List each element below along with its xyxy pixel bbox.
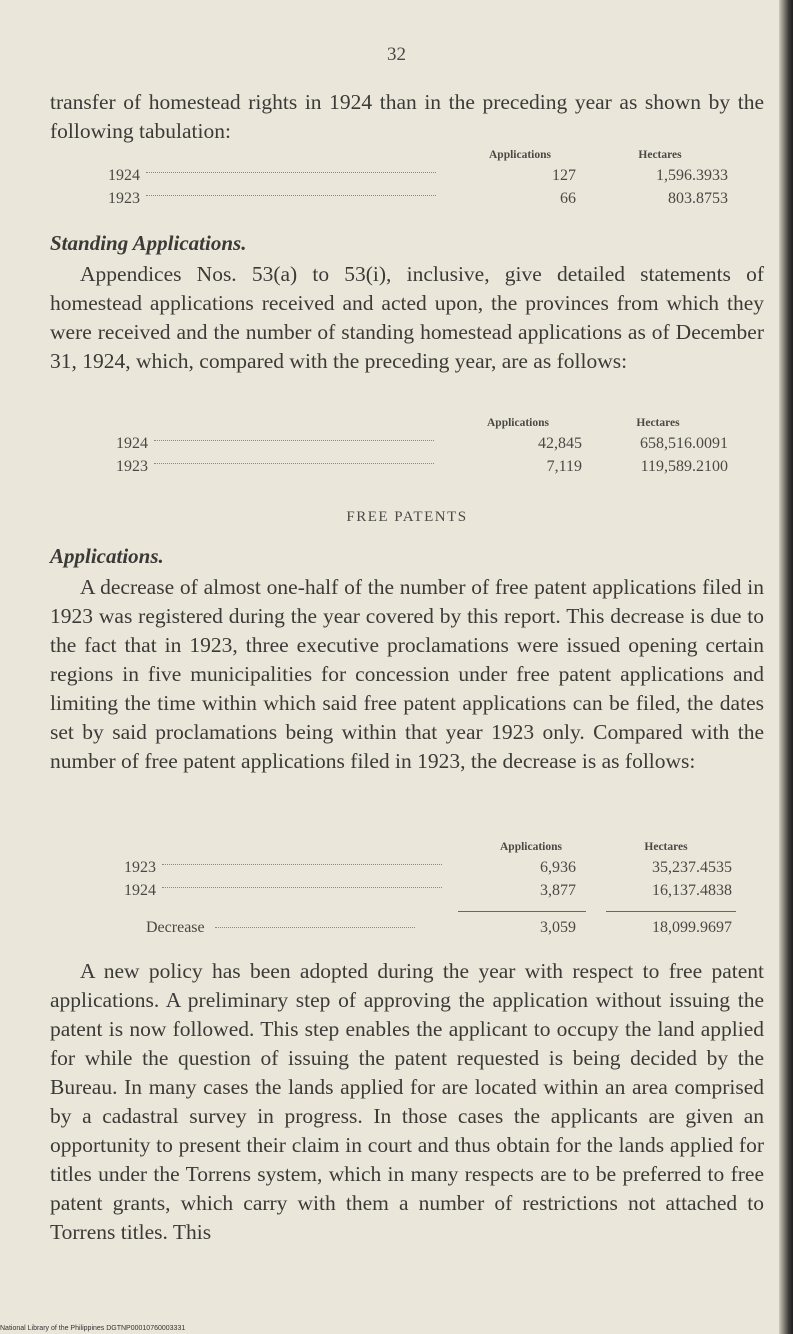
row-hectares: 35,237.4535 [652, 859, 732, 876]
standing-applications-section [50, 229, 764, 376]
book-spine-shadow [779, 0, 793, 1334]
column-header-applications: Applications [487, 417, 549, 429]
row-hectares: 119,589.2100 [640, 458, 728, 475]
table-row [116, 432, 728, 455]
table-row [108, 187, 730, 210]
row-year: 1924 [116, 435, 148, 452]
row-year: 1923 [116, 458, 148, 475]
total-applications: 3,059 [540, 919, 576, 936]
row-applications: 3,877 [540, 882, 576, 899]
table-row [116, 455, 728, 478]
column-header-hectares: Hectares [644, 841, 688, 853]
free-patents-title: FREE PATENTS [346, 509, 468, 525]
column-header-applications: Applications [500, 841, 562, 853]
row-applications: 66 [560, 190, 576, 207]
row-year: 1923 [124, 859, 156, 876]
row-applications: 127 [552, 167, 576, 184]
total-label: Decrease [146, 919, 205, 936]
column-header-hectares: Hectares [638, 149, 682, 161]
row-hectares: 658,516.0091 [640, 435, 728, 452]
policy-block [50, 957, 764, 1247]
row-hectares: 1,596.3933 [656, 167, 728, 184]
row-year: 1924 [124, 882, 156, 899]
total-hectares: 18,099.9697 [652, 919, 732, 936]
standing-applications-paragraph: Appendices Nos. 53(a) to 53(i), inclusive, give detailed statements of homestead applications received and acted upon, the provinces from which they were received and the number of standing homestead applications as of December 31, 1924, which, compared with the preceding year, are as follows: [50, 262, 764, 373]
free-patents-applications-heading: Applications. [50, 544, 164, 568]
free-patents-paragraph: A decrease of almost one-half of the number of free patent applications filed in 1923 was registered during the year covered by this report. This decrease is due to the fact that in 1923, three executive proclamations were issued opening certain regions in five municipalities for concession under free patent applications and limiting the time within which said free patent applications can be filed, the dates set by said proclamations being within that year 1923 only. Compared with the number of free patent applications filed in 1923, the decrease is as follows: [50, 575, 764, 773]
row-applications: 7,119 [546, 458, 582, 475]
table-row [124, 879, 736, 902]
table-row [108, 164, 730, 187]
policy-paragraph: A new policy has been adopted during the year with respect to free patent applications. A preliminary step of approving the application without issuing the patent is now followed. This step enables the applicant to occupy the land applied for while the question of issuing the patent requested is being decided by the Bureau. In many cases the lands applied for are located within an area comprised by a cadastral survey in progress. In those cases the applicants are given an opportunity to present their claim in court and thus obtain for the lands applied for titles under the Torrens system, which in many respects are to be preferred to free patent grants, which carry with them a number of restrictions not attached to Torrens titles. This [50, 959, 764, 1244]
row-applications: 6,936 [540, 859, 576, 876]
row-year: 1924 [108, 167, 140, 184]
row-hectares: 803.8753 [668, 190, 728, 207]
page-number: 32 [387, 44, 406, 65]
row-hectares: 16,137.4838 [652, 882, 732, 899]
free-patents-section [50, 503, 764, 776]
scan-footer: National Library of the Philippines DGTNP00010760003331 [0, 1325, 186, 1332]
table-total-row [124, 912, 736, 939]
intro-block [50, 88, 764, 146]
homestead-transfer-table [108, 146, 730, 210]
standing-applications-table [116, 414, 728, 478]
row-applications: 42,845 [538, 435, 582, 452]
table-row [124, 856, 736, 879]
column-header-hectares: Hectares [636, 417, 680, 429]
free-patent-decrease-table [124, 838, 736, 939]
row-year: 1923 [108, 190, 140, 207]
column-header-applications: Applications [489, 149, 551, 161]
intro-paragraph: transfer of homestead rights in 1924 than in the preceding year as shown by the following tabulation: [50, 90, 764, 143]
standing-applications-heading: Standing Applications. [50, 231, 247, 255]
